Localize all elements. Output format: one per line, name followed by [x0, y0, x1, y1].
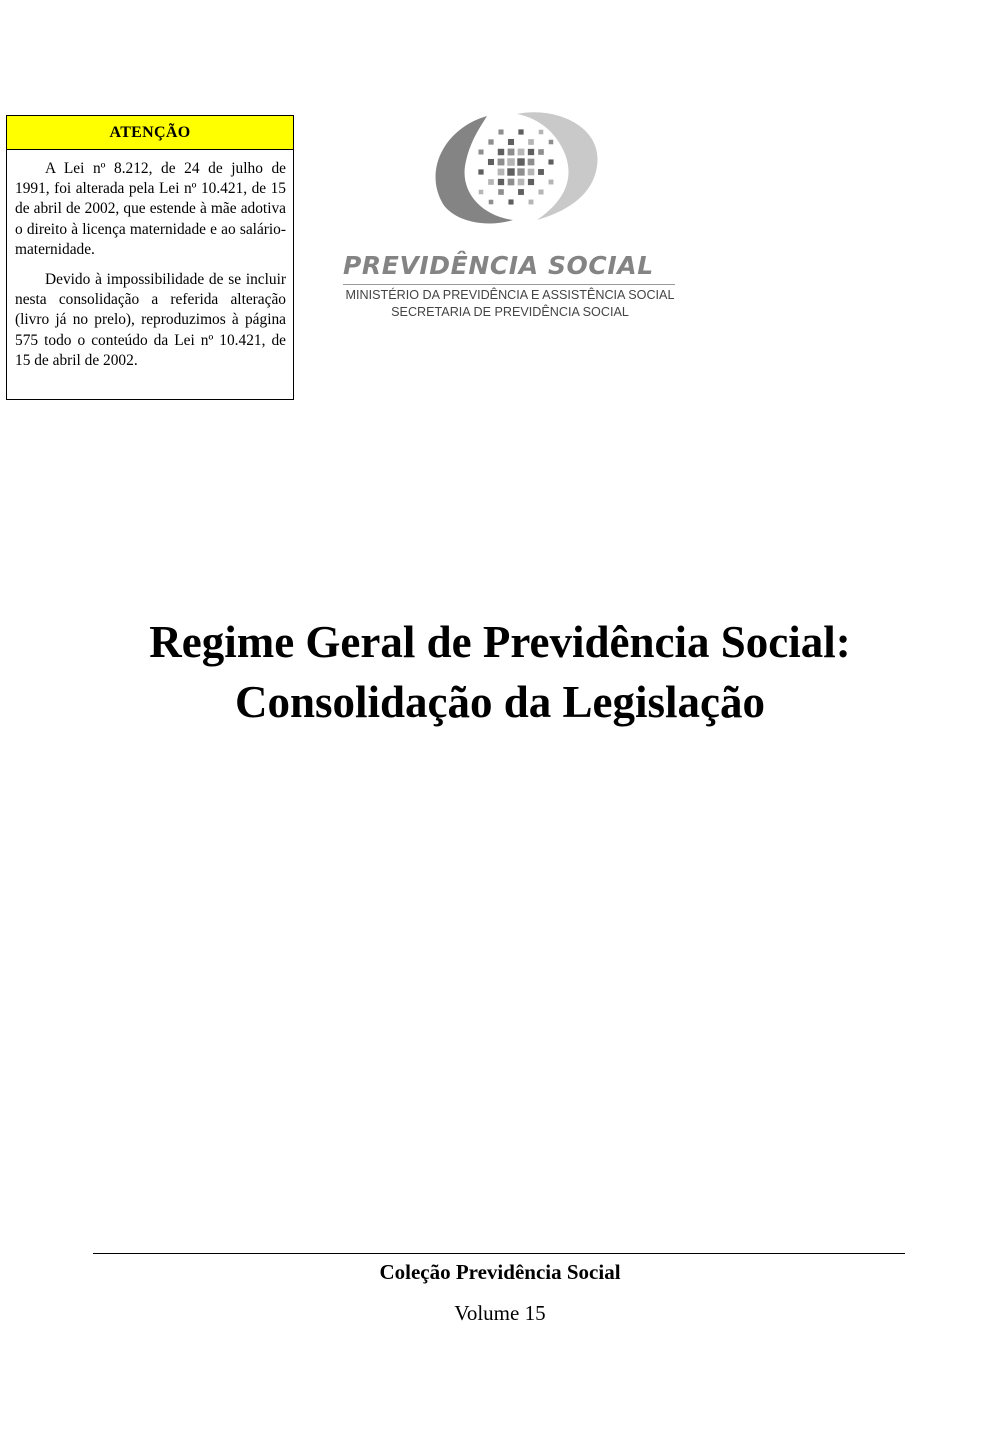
- page-title: [0, 612, 1000, 732]
- emblem-square: [517, 158, 524, 165]
- emblem-square: [479, 190, 484, 195]
- emblem-square: [498, 169, 505, 176]
- emblem-square: [549, 140, 554, 145]
- emblem-square: [507, 168, 514, 175]
- emblem-square: [549, 180, 554, 185]
- notice-paragraph-1: A Lei nº 8.212, de 24 de julho de 1991, foi alterada pela Lei nº 10.421, de 15 de abril de 2002, que estende à mãe adotiva o direito à licença maternidade e ao salário-maternidade.: [15, 160, 286, 258]
- title-line-2: Consolidação da Legislação: [234, 677, 766, 727]
- emblem-square: [518, 179, 525, 186]
- emblem-square: [508, 139, 514, 145]
- emblem-square: [517, 168, 524, 175]
- emblem-square: [508, 149, 515, 156]
- logo: [340, 108, 680, 328]
- logo-divider: [343, 284, 675, 285]
- emblem-square: [478, 149, 483, 154]
- logo-ministry-line: MINISTÉRIO DA PREVIDÊNCIA E ASSISTÊNCIA SOCIAL: [345, 288, 675, 302]
- previdencia-social-emblem-icon: [425, 108, 605, 228]
- emblem-squares: [478, 129, 553, 204]
- emblem-square: [498, 129, 503, 134]
- title-line-1: Regime Geral de Previdência Social:: [149, 617, 851, 667]
- emblem-square: [488, 179, 494, 185]
- emblem-square: [507, 158, 515, 166]
- footer-divider: [93, 1253, 905, 1254]
- emblem-square: [498, 179, 504, 185]
- emblem-square: [539, 130, 544, 135]
- emblem-square: [508, 179, 515, 186]
- emblem-square: [528, 179, 534, 185]
- notice-paragraph-2: Devido à impossibilidade de se incluir nesta consolidação a referida alteração (livro já no prelo), reproduzimos à página 575 todo o conteúdo da Lei nº 10.421, de 15 de abril de 2002.: [15, 271, 286, 369]
- logo-name: PREVIDÊNCIA SOCIAL: [343, 251, 654, 280]
- logo-secretariat-line: SECRETARIA DE PREVIDÊNCIA SOCIAL: [391, 305, 629, 319]
- emblem-square: [518, 189, 524, 195]
- emblem-square: [528, 159, 535, 166]
- notice-body: [7, 150, 293, 371]
- emblem-square: [528, 149, 534, 155]
- notice-heading: ATENÇÃO: [7, 116, 293, 150]
- emblem-square: [538, 189, 543, 194]
- emblem-square: [538, 169, 544, 175]
- emblem-square: [498, 159, 505, 166]
- emblem-square: [529, 200, 534, 205]
- emblem-square: [518, 149, 525, 156]
- volume-number: Volume 15: [454, 1301, 546, 1325]
- emblem-square: [508, 199, 513, 204]
- emblem-square: [538, 149, 544, 155]
- emblem-square: [478, 169, 483, 174]
- collection-name: Coleção Previdência Social: [379, 1260, 621, 1284]
- emblem-square: [528, 169, 535, 176]
- emblem-square: [518, 129, 523, 134]
- emblem-square: [489, 200, 494, 205]
- emblem-square: [548, 159, 553, 164]
- emblem-square: [498, 149, 504, 155]
- emblem-square: [488, 159, 494, 165]
- emblem-square: [498, 189, 504, 195]
- notice-box: [6, 115, 294, 400]
- emblem-square: [528, 139, 534, 145]
- emblem-square: [488, 139, 493, 144]
